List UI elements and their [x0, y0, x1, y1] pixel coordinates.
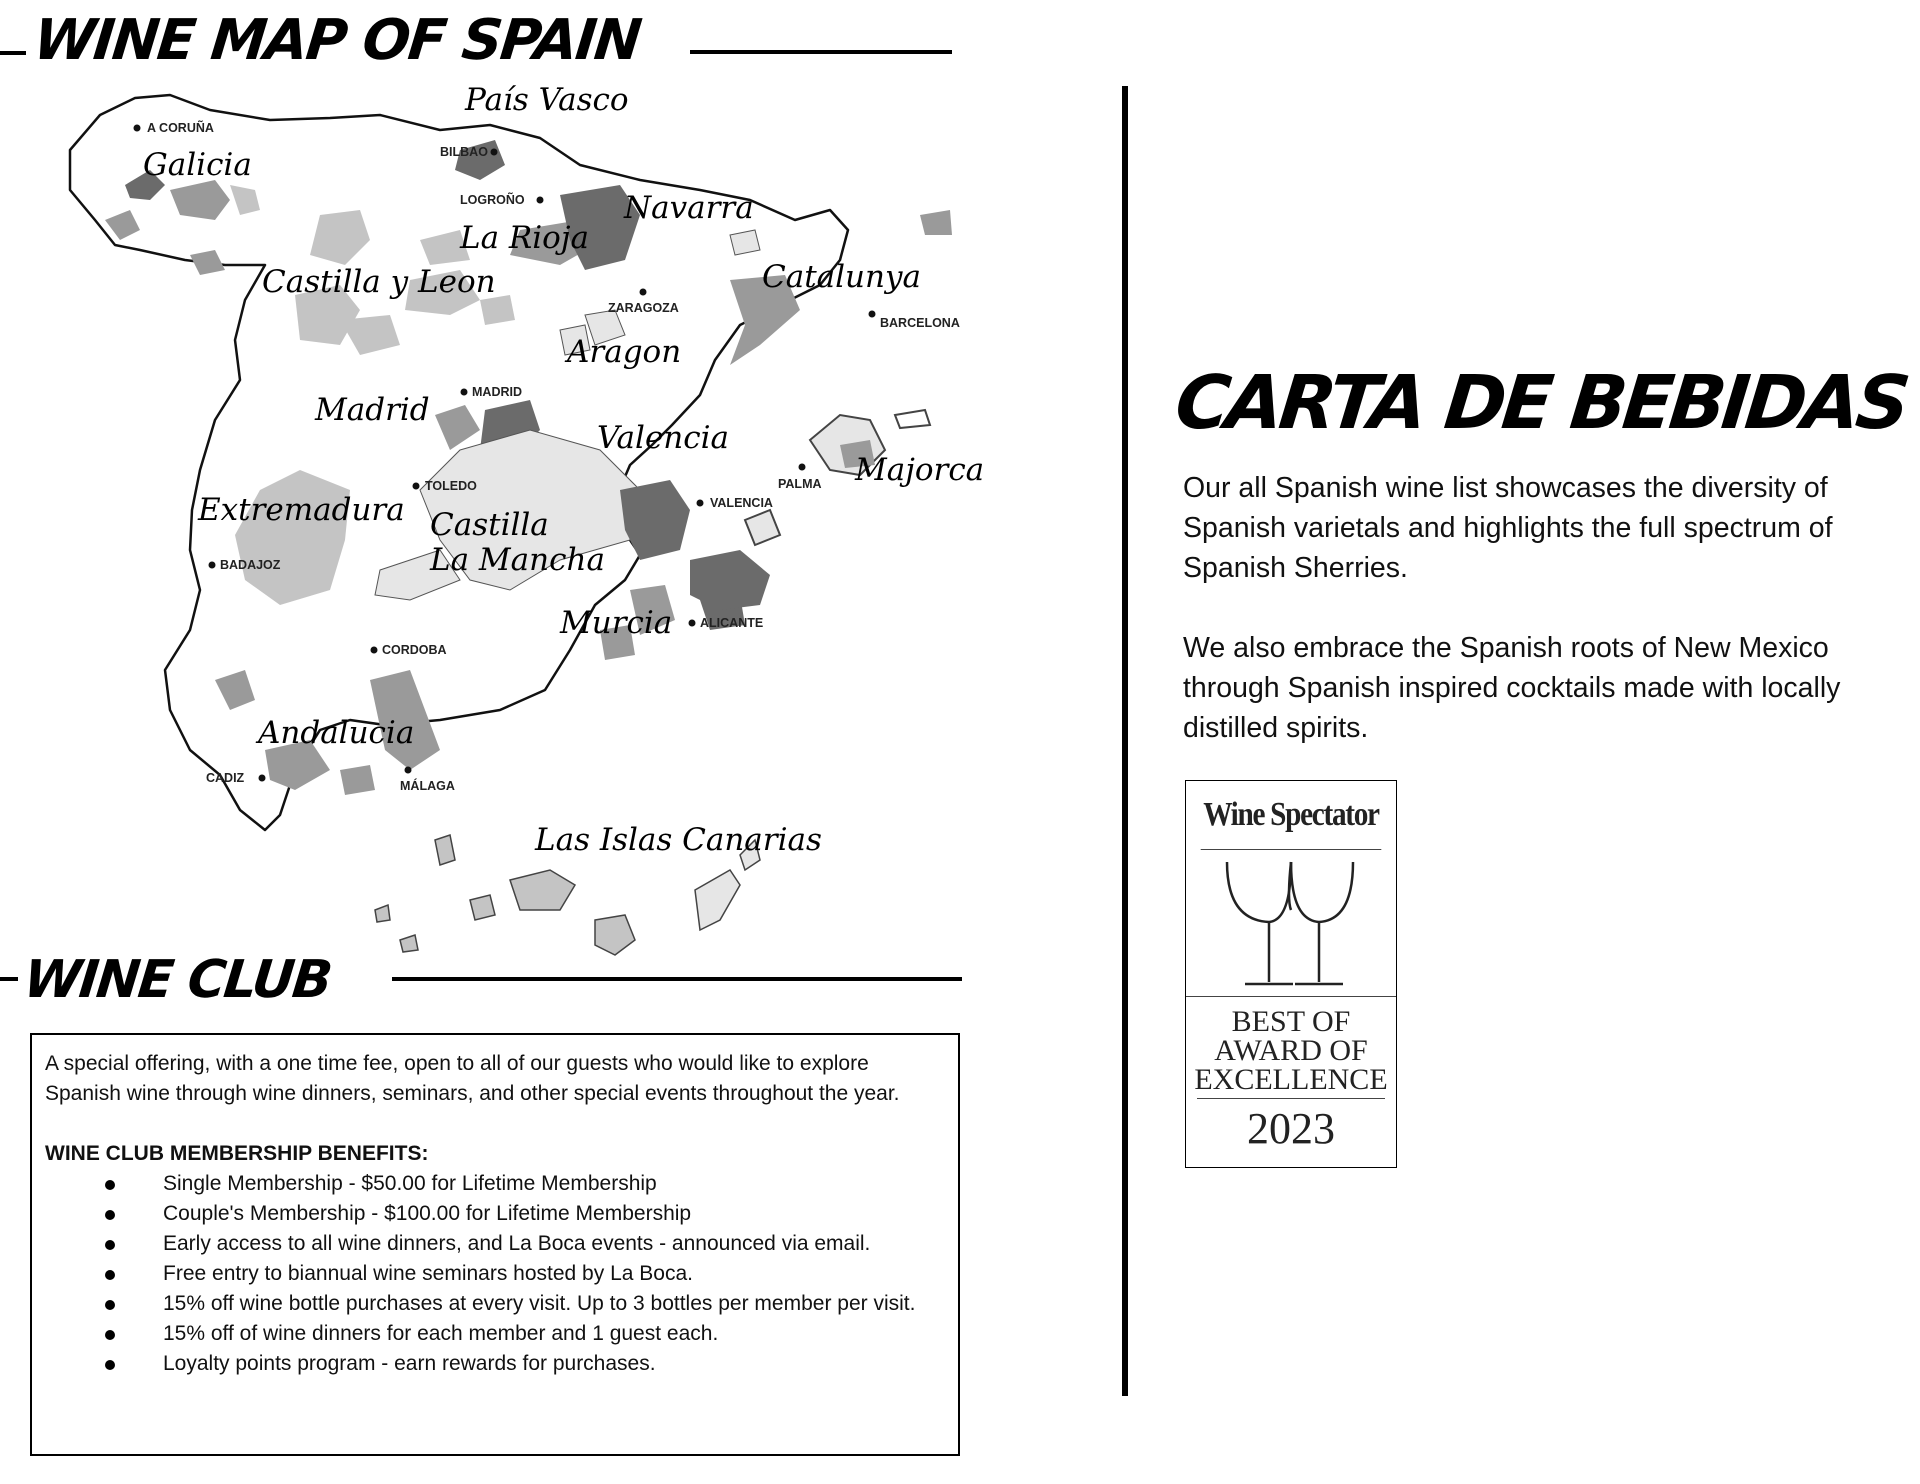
benefit-item: Couple's Membership - $100.00 for Lifetime Membership — [45, 1199, 944, 1229]
award-year: 2023 — [1247, 1104, 1335, 1153]
region-label-la-mancha: La Mancha — [430, 542, 605, 578]
award-line-3: EXCELLENCE — [1194, 1063, 1388, 1096]
map-title: WINE MAP OF SPAIN — [30, 8, 643, 73]
award-text — [1186, 997, 1396, 1094]
dot-logrono — [537, 197, 544, 204]
city-alicante: ALICANTE — [700, 616, 764, 630]
region-label-castilla: Castilla — [430, 507, 549, 543]
city-toledo: TOLEDO — [425, 479, 477, 493]
wine-glasses-icon — [1186, 850, 1396, 997]
benefit-item: Loyalty points program - earn rewards for purchases. — [45, 1349, 944, 1379]
dot-malaga — [405, 767, 412, 774]
region-label-andalucia: Andalucia — [258, 715, 415, 751]
dot-cordoba — [371, 647, 378, 654]
city-badajoz: BADAJOZ — [220, 558, 281, 572]
region-label-murcia: Murcia — [560, 605, 673, 641]
award-line-2: AWARD OF — [1214, 1034, 1368, 1067]
city-zaragoza: ZARAGOZA — [608, 301, 679, 315]
region-alicante — [690, 550, 770, 610]
wine-club-box — [30, 1033, 960, 1456]
center-divider — [1122, 86, 1128, 1396]
title-rule-right — [690, 50, 952, 54]
title-rule-left — [0, 51, 26, 55]
region-label-madrid: Madrid — [315, 392, 430, 428]
island-canaria-5 — [695, 870, 740, 930]
dot-zaragoza — [640, 289, 647, 296]
island-canaria-2 — [470, 895, 495, 920]
city-madrid: MADRID — [472, 385, 522, 399]
island-canaria-1 — [435, 835, 455, 865]
region-label-la-rioja: La Rioja — [460, 220, 589, 256]
benefits-heading: WINE CLUB MEMBERSHIP BENEFITS: — [45, 1142, 429, 1165]
dot-a-coruna — [134, 125, 141, 132]
city-bilbao: BILBAO — [440, 145, 488, 159]
region-label-majorca: Majorca — [855, 452, 985, 488]
city-logrono: LOGROÑO — [460, 193, 525, 207]
city-valencia: VALENCIA — [710, 496, 773, 510]
club-rule-right — [392, 977, 962, 981]
dot-palma — [799, 464, 806, 471]
region-label-canarias: Las Islas Canarias — [535, 822, 822, 858]
intro-text — [1183, 468, 1853, 788]
region-label-galicia: Galicia — [143, 147, 252, 183]
spain-map — [40, 70, 1000, 970]
dot-barcelona — [869, 311, 876, 318]
region-somontano — [730, 230, 760, 255]
island-menorca — [895, 410, 930, 428]
region-label-extremadura: Extremadura — [198, 492, 405, 528]
dot-badajoz — [209, 562, 216, 569]
region-label-valencia: Valencia — [597, 420, 730, 456]
dot-madrid — [461, 389, 468, 396]
region-label-pais-vasco: País Vasco — [465, 82, 629, 118]
award-line-1: BEST OF — [1231, 1005, 1351, 1038]
city-cadiz: CADIZ — [206, 771, 245, 785]
dot-valencia — [697, 500, 704, 507]
benefits-list — [45, 1169, 944, 1379]
dot-bilbao — [491, 149, 498, 156]
island-canaria-3 — [510, 870, 575, 910]
award-brand: Wine Spectator — [1201, 781, 1382, 850]
island-canaria-4 — [595, 915, 635, 955]
club-title: WINE CLUB — [20, 950, 334, 1010]
spain-map-graphic — [40, 70, 1000, 970]
island-ibiza — [745, 510, 780, 545]
intro-paragraph-2: We also embrace the Spanish roots of New Mexico through Spanish inspired cocktails made with locally distilled spirits. — [1183, 632, 1841, 744]
drinks-title: CARTA DE BEBIDAS — [1171, 360, 1911, 446]
dot-alicante — [689, 620, 696, 627]
city-malaga: MÁLAGA — [400, 779, 455, 793]
region-ampurdan — [920, 210, 952, 235]
benefit-item: Single Membership - $50.00 for Lifetime Membership — [45, 1169, 944, 1199]
benefit-item: 15% off of wine dinners for each member and 1 guest each. — [45, 1319, 944, 1349]
city-barcelona: BARCELONA — [880, 316, 960, 330]
city-cordoba: CORDOBA — [382, 643, 447, 657]
wine-spectator-award — [1185, 780, 1397, 1168]
dot-toledo — [413, 483, 420, 490]
benefit-item: Early access to all wine dinners, and La Boca events - announced via email. — [45, 1229, 944, 1259]
region-label-catalunya: Catalunya — [762, 259, 921, 295]
city-palma: PALMA — [778, 477, 822, 491]
region-malaga — [340, 765, 375, 795]
benefit-item: Free entry to biannual wine seminars hosted by La Boca. — [45, 1259, 944, 1289]
club-intro: A special offering, with a one time fee, open to all of our guests who would like to explore Spanish wine through wine dinners, seminars, and other special events throughout the year. — [45, 1052, 900, 1105]
island-canaria-8 — [375, 905, 390, 922]
intro-paragraph-1: Our all Spanish wine list showcases the diversity of Spanish varietals and highlights the full spectrum of Spanish Sherries. — [1183, 472, 1833, 584]
dot-cadiz — [259, 775, 266, 782]
city-a-coruna: A CORUÑA — [147, 121, 214, 135]
region-label-castilla-y-leon: Castilla y Leon — [262, 264, 496, 300]
region-label-aragon: Aragon — [567, 334, 682, 370]
benefit-item: 15% off wine bottle purchases at every visit. Up to 3 bottles per member per visit. — [45, 1289, 944, 1319]
island-canaria-7 — [400, 935, 418, 952]
club-rule-left — [0, 977, 18, 981]
region-label-navarra: Navarra — [624, 190, 754, 226]
